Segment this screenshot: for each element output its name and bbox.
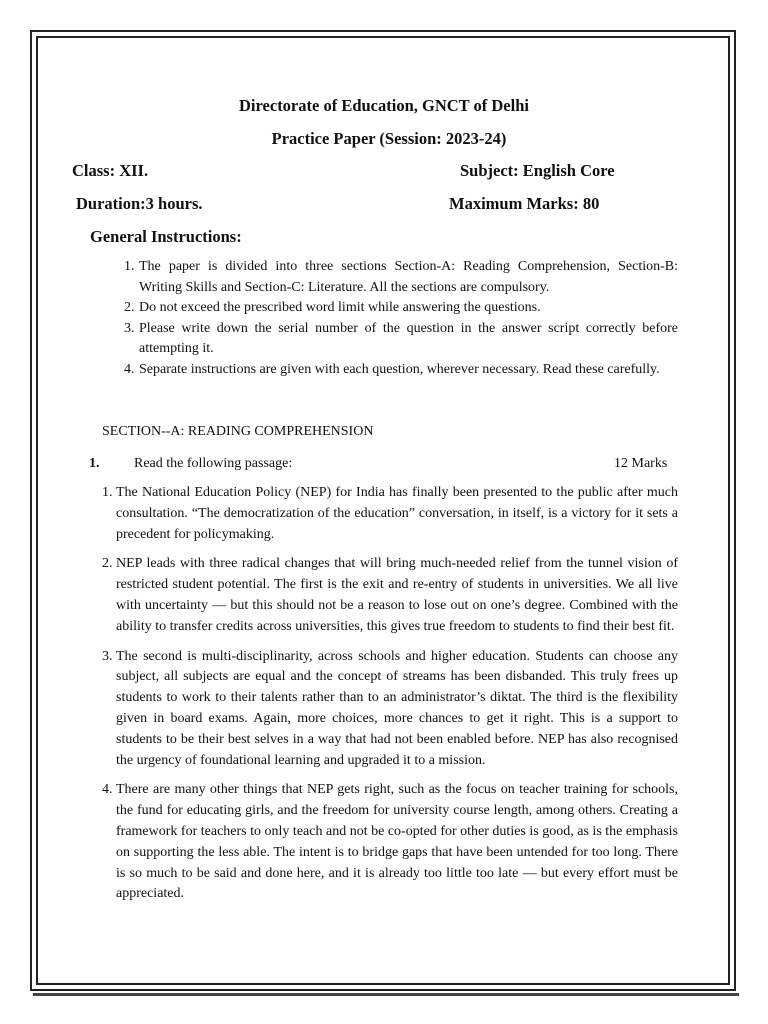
instruction-item: 2. Do not exceed the prescribed word limit while answering the questions. [138, 298, 678, 319]
page-border-shadow [33, 993, 739, 996]
passage-paragraph: 1. The National Education Policy (NEP) for India has finally been presented to the public after much consultation. “The democratization of the education” conversation, in itself, is a victory for it sets a precedent for policymaking. [116, 483, 678, 545]
instructions-list [88, 257, 678, 380]
question-marks: 12 Marks [614, 456, 668, 471]
question-number: 1. [89, 456, 100, 471]
instructions-heading: General Instructions: [90, 227, 242, 246]
passage-paragraph: 3. The second is multi-disciplinarity, across schools and higher education. Students can choose any subject, all subjects are equal and the concept of streams has been disbanded. This truly frees up students to work to their talents rather than to an administrator’s diktat. The third is the flexibility given in board exams. Again, more choices, more chances to get it right. This is a support to students to be their best selves in a way that had not been enabled before. NEP has also recognised the urgency of foundational learning and upgraded it to a mission. [116, 647, 678, 772]
section-a-heading: SECTION--A: READING COMPREHENSION [102, 424, 374, 439]
max-marks-label: Maximum Marks: 80 [449, 194, 600, 213]
paper-title: Practice Paper (Session: 2023-24) [271, 129, 507, 148]
passage-list [90, 483, 678, 914]
instruction-item: 4. Separate instructions are given with each question, wherever necessary. Read these carefully. [138, 360, 678, 381]
question-text: Read the following passage: [134, 456, 293, 471]
subject-label: Subject: English Core [460, 161, 615, 180]
instruction-item: 3. Please write down the serial number of the question in the answer script correctly before attempting it. [138, 319, 678, 360]
org-title: Directorate of Education, GNCT of Delhi [239, 96, 529, 115]
passage-paragraph: 2. NEP leads with three radical changes that will bring much-needed relief from the tunnel vision of restricted student potential. The first is the exit and re-entry of students in universities. We all live with uncertainty — but this should not be a reason to lose out on one’s degree. Combined with the ability to transfer credits across universities, this gives true freedom to students to find their best fit. [116, 554, 678, 637]
duration-label: Duration:3 hours. [76, 194, 203, 213]
class-label: Class: XII. [72, 161, 149, 180]
passage-paragraph: 4. There are many other things that NEP gets right, such as the focus on teacher training for schools, the fund for educating girls, and the freedom for university course length, among others. Creating a framework for teachers to only teach and not be co-opted for other duties is good, as is the emphasis on supporting the less able. The intent is to bridge gaps that have been untended for too long. There is so much to be said and done here, and it is already too little too late — but every effort must be appreciated. [116, 780, 678, 905]
instruction-item: 1. The paper is divided into three sections Section-A: Reading Comprehension, Section-B: Writing Skills and Section-C: Literature. All the sections are compulsory. [138, 257, 678, 298]
